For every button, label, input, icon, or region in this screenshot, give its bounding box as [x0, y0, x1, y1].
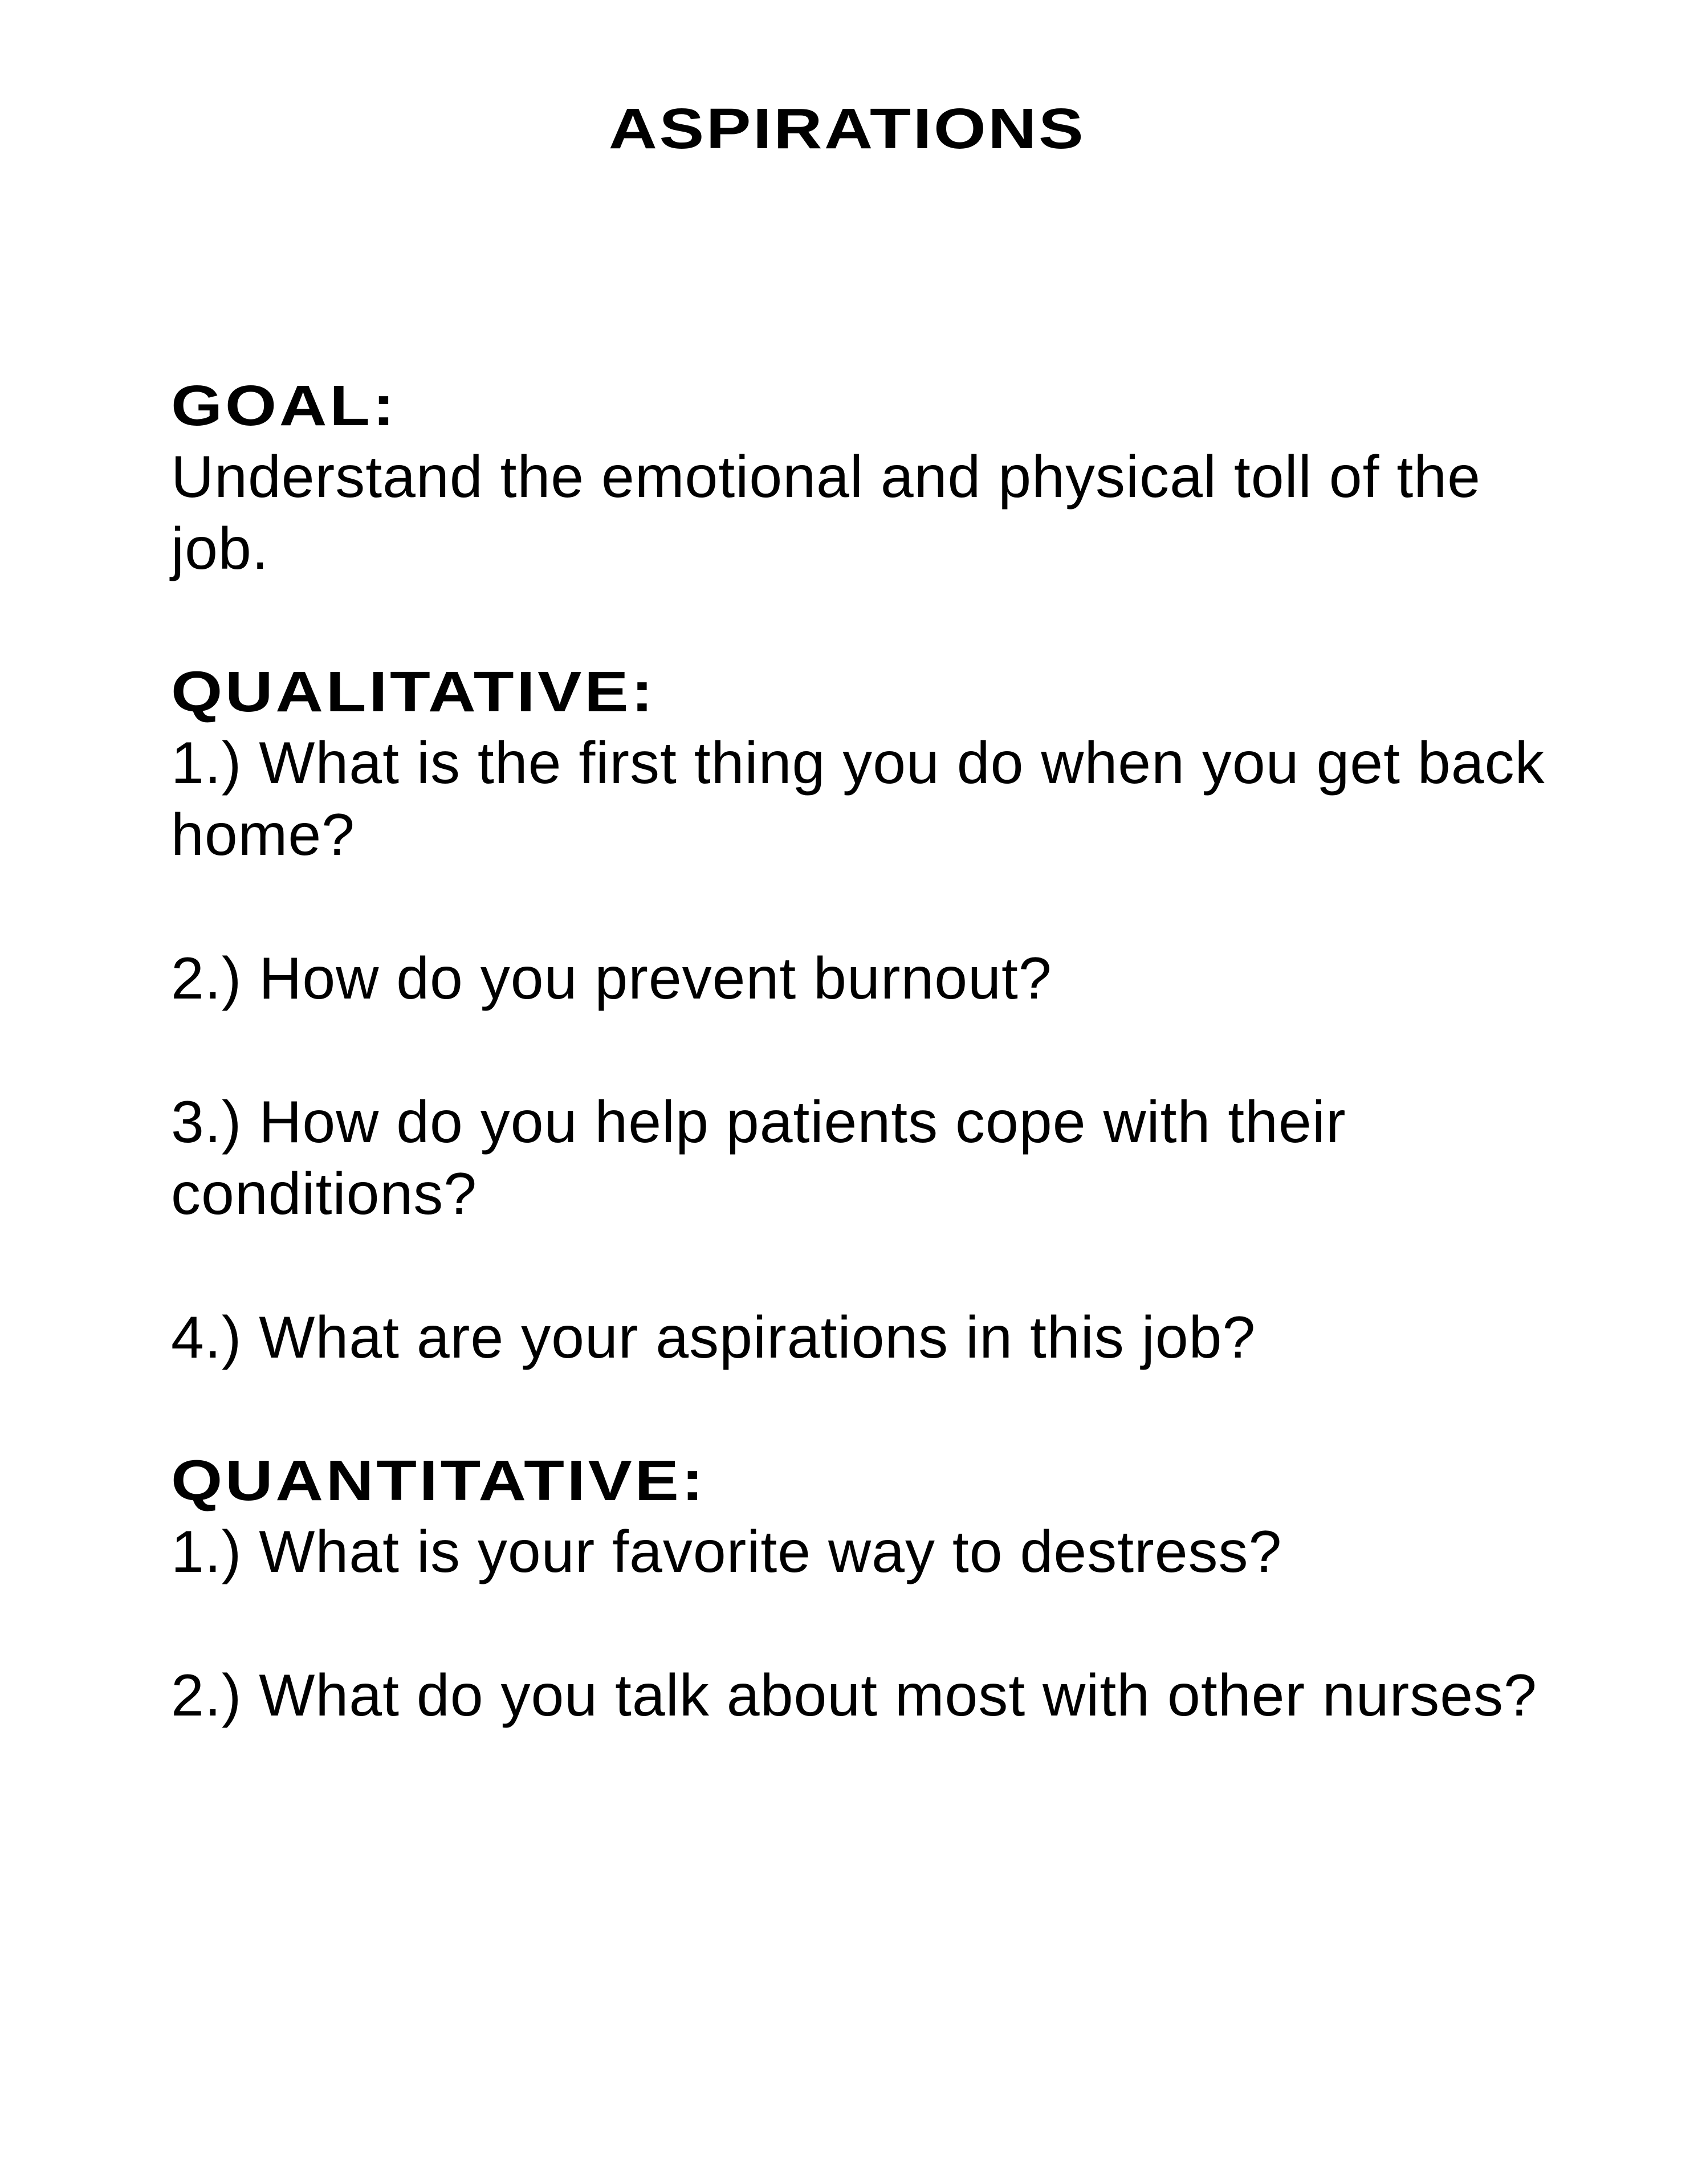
- question-spacer: [171, 871, 1550, 943]
- qualitative-question-4: 4.) What are your aspirations in this job?: [171, 1305, 1256, 1371]
- quantitative-heading: QUANTITATIVE:: [171, 1449, 706, 1513]
- qualitative-question-2: 2.) How do you prevent burnout?: [171, 946, 1052, 1012]
- qualitative-section: [171, 657, 1550, 1374]
- qualitative-question-1: 1.) What is the first thing you do when you get back home?: [171, 730, 1545, 868]
- qualitative-question-3: 3.) How do you help patients cope with their conditions?: [171, 1089, 1346, 1227]
- question-spacer: [171, 1014, 1550, 1086]
- goal-heading: GOAL:: [171, 374, 397, 438]
- quantitative-question-1: 1.) What is your favorite way to destress?: [171, 1519, 1282, 1585]
- question-spacer: [171, 1588, 1550, 1660]
- document-body: [171, 370, 1550, 1731]
- goal-text: Understand the emotional and physical toll of the job.: [171, 444, 1481, 582]
- question-spacer: [171, 1230, 1550, 1302]
- quantitative-question-2: 2.) What do you talk about most with other nurses?: [171, 1663, 1537, 1729]
- goal-section: [171, 370, 1550, 585]
- section-spacer: [171, 585, 1550, 657]
- qualitative-heading: QUALITATIVE:: [171, 660, 656, 724]
- section-spacer: [171, 1374, 1550, 1445]
- quantitative-section: [171, 1445, 1550, 1731]
- page-title: ASPIRATIONS: [608, 97, 1086, 161]
